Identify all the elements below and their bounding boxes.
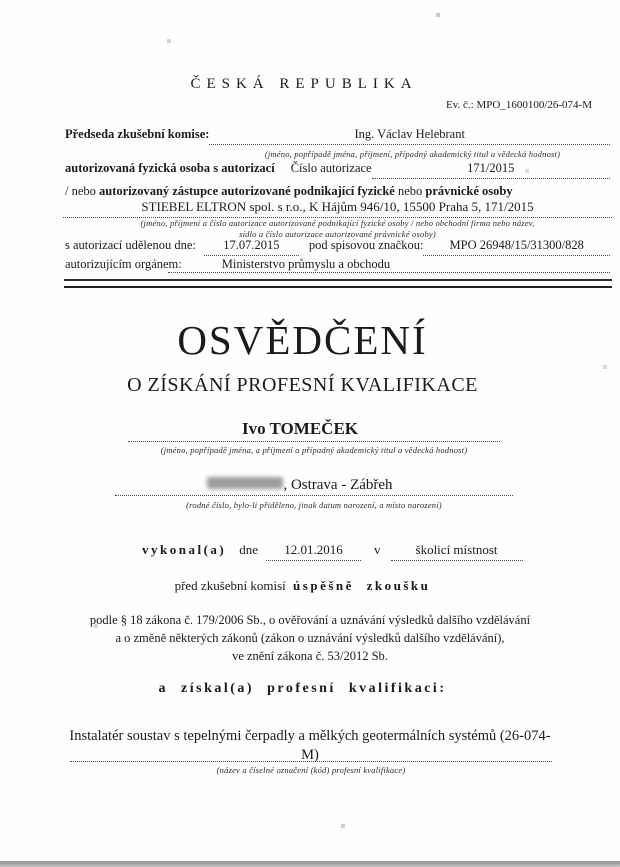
birth-place-value: , Ostrava - Zábřeh [283, 477, 393, 493]
performed-place-value: školicí místnost [391, 542, 523, 561]
qualification-underline [70, 761, 552, 762]
granted-date-label: s autorizací udělenou dne: [65, 238, 196, 252]
exam-result-prefix: před zkušební komisí [174, 578, 286, 593]
holder-name-underline [128, 441, 500, 442]
exam-result-line [0, 578, 605, 594]
authorization-granted-row [65, 238, 610, 256]
or-line-bold2: právnické osoby [425, 184, 513, 198]
scanner-edge-bar [0, 861, 620, 867]
certificate-title: OSVĚDČENÍ [177, 317, 428, 363]
evidence-number-value: MPO_1600100/26-074-M [476, 99, 592, 111]
legal-basis-line2: a o změně některých zákonů (zákon o uznávání výsledků dalšího vzdělávání), [115, 631, 505, 645]
scan-noise-specks [0, 0, 2, 2]
performed-date-label: dne [239, 542, 259, 557]
file-number-label: pod spisovou značkou: [308, 238, 424, 252]
section-divider-double-rule [64, 279, 612, 288]
gained-qualification-heading: a získal(a) profesní kvalifikaci: [158, 681, 447, 696]
qualification-caption: (název a číselné označení (kód) profesní kvalifikace) [216, 765, 406, 775]
authorized-person-row [65, 161, 610, 179]
file-number-value: MPO 26948/15/31300/828 [423, 238, 610, 256]
birth-info-row [0, 477, 600, 494]
company-line: STIEBEL ELTRON spol. s r.o., K Hájům 946/10, 15500 Praha 5, 171/2015 [63, 199, 612, 218]
performed-verb: vykonal(a) [142, 542, 227, 557]
holder-caption: (jméno, popřípadě jména, a příjmení a případný akademický titul a vědecká hodnost) [160, 445, 468, 455]
redacted-personal-number [207, 477, 283, 489]
holder-name: Ivo TOMEČEK [241, 419, 359, 438]
authorized-representative-line [65, 184, 610, 199]
chairman-label: Předseda zkušební komise: [65, 127, 210, 141]
evidence-number-line [446, 99, 592, 111]
company-caption-line2: sídlo a číslo autorizace autorizované právnické osoby) [239, 228, 436, 239]
authorizing-body-row [65, 257, 610, 272]
qualification-name-line2: M) [301, 747, 319, 763]
performed-date-value: 12.01.2016 [266, 542, 361, 561]
granted-date-value: 17.07.2015 [204, 238, 299, 256]
authorizing-body-underline [168, 272, 610, 273]
legal-basis-line3: ve znění zákona č. 53/2012 Sb. [232, 649, 388, 663]
evidence-number-label: Ev. č.: [446, 99, 474, 111]
or-line-mid: nebo [394, 184, 426, 198]
chairman-name: Ing. Václav Helebrant [209, 127, 610, 145]
legal-basis-line1: podle § 18 zákona č. 179/2006 Sb., o ověřování a uznávání výsledků dalšího vzdělávání [89, 613, 531, 627]
or-line-prefix: / nebo [65, 184, 100, 198]
performed-in-label: v [374, 542, 381, 557]
authorizing-body-value: Ministerstvo průmyslu a obchodu [221, 257, 391, 271]
country-title: ČESKÁ REPUBLIKA [190, 76, 418, 92]
birth-caption: (rodné číslo, bylo-li přiděleno, jinak datum narození, a místo narození) [186, 500, 442, 510]
authorizing-body-label: autorizujícím orgánem: [65, 257, 182, 271]
legal-basis-paragraph [40, 611, 580, 665]
authorized-person-label: autorizovaná fyzická osoba s autorizací [65, 161, 275, 175]
chairman-row [65, 127, 610, 145]
exam-result-value: úspěšně zkoušku [293, 578, 431, 593]
birth-info-underline [115, 495, 513, 496]
company-caption-line1: (jméno, příjmení a číslo autorizace autorizované podnikající fyzické osoby / nebo obchodní firma nebo název, [140, 218, 535, 228]
auth-number-label: Číslo autorizace [290, 161, 372, 175]
qualification-name-line1: Instalatér soustav s tepelnými čerpadly a mělkých geotermálních systémů (26-074- [69, 728, 551, 744]
auth-number-value: 171/2015 [372, 161, 610, 179]
qualification-name [40, 727, 580, 765]
exam-performed-row [142, 542, 523, 561]
company-caption [70, 218, 605, 239]
or-line-bold1: autorizovaný zástupce autorizované podnikající fyzické [99, 184, 395, 198]
certificate-subtitle: O ZÍSKÁNÍ PROFESNÍ KVALIFIKACE [127, 374, 478, 396]
chairman-caption: (jméno, popřípadě jména, příjmení, případný akademický titul a vědecká hodnost) [264, 149, 561, 159]
